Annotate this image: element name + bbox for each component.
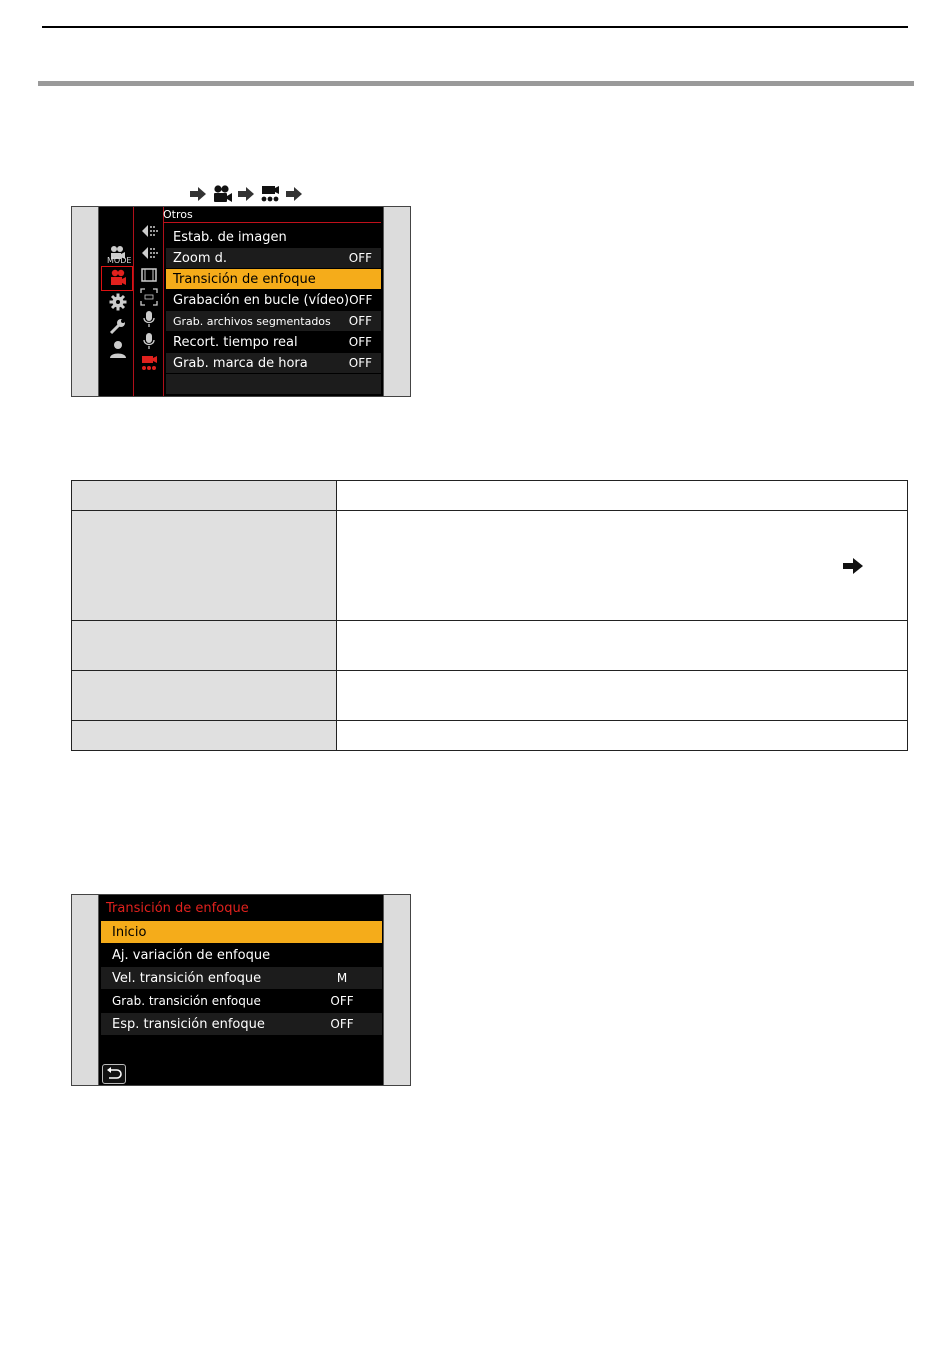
table-row: [72, 511, 908, 621]
return-icon: [106, 1067, 122, 1081]
mode-label: MODE: [107, 256, 132, 265]
submenu-item[interactable]: [101, 1013, 382, 1035]
gear-icon[interactable]: [109, 293, 127, 311]
table-desc-cell: [337, 481, 908, 511]
video-others-icon: [260, 185, 280, 203]
microphone-icon[interactable]: [140, 332, 158, 350]
focus-frame-icon[interactable]: [140, 288, 158, 306]
menu-item[interactable]: [166, 311, 381, 331]
submenu-item[interactable]: [101, 967, 382, 989]
table-key-cell: [72, 671, 337, 721]
submenu-item-label: Esp. transición enfoque: [112, 1016, 265, 1032]
arrow-right-icon: [238, 187, 254, 201]
table-desc-cell: [337, 621, 908, 671]
menu-item[interactable]: [166, 248, 381, 268]
table-key-cell: [72, 721, 337, 751]
video-camera-icon: [109, 269, 127, 287]
menu-item-value: OFF: [348, 356, 372, 370]
menu-item-value: OFF: [348, 251, 372, 265]
microphone-icon[interactable]: [140, 310, 158, 328]
menu-item-label: Recort. tiempo real: [173, 334, 298, 350]
menu-item[interactable]: [166, 227, 381, 247]
screen-right-bezel: [383, 895, 410, 1085]
image-stabilizer-icon[interactable]: [140, 244, 158, 262]
film-icon[interactable]: [140, 266, 158, 284]
submenu-item-label: Inicio: [112, 924, 147, 940]
submenu-item-selected[interactable]: [101, 921, 382, 943]
arrow-right-icon: [190, 187, 206, 201]
submenu-item-value: OFF: [330, 994, 354, 1008]
back-button[interactable]: [102, 1064, 126, 1084]
menu-path-breadcrumb: [190, 184, 302, 204]
submenu-item-value: OFF: [330, 1017, 354, 1031]
table-row: [72, 671, 908, 721]
person-icon[interactable]: [109, 340, 127, 358]
section-rule: [38, 81, 914, 86]
menu-item-label: Estab. de imagen: [173, 229, 287, 245]
video-camera-icon: [212, 185, 232, 203]
wrench-icon[interactable]: [109, 317, 127, 335]
table-row: [72, 481, 908, 511]
menu-item-empty: [166, 374, 381, 394]
submenu-title: Transición de enfoque: [106, 901, 249, 916]
submenu-item-label: Grab. transición enfoque: [112, 994, 261, 1008]
submenu-item[interactable]: [101, 944, 382, 966]
table-key-cell: [72, 511, 337, 621]
menu-item[interactable]: [166, 290, 381, 310]
table-row: [72, 621, 908, 671]
header-rule: [42, 26, 908, 28]
table-row: [72, 721, 908, 751]
menu-item-value: OFF: [349, 293, 373, 307]
table-key-cell: [72, 481, 337, 511]
menu-item-label: Grab. marca de hora: [173, 355, 308, 371]
submenu-item-label: Vel. transición enfoque: [112, 970, 262, 986]
menu-item-value: OFF: [348, 335, 372, 349]
title-underline: [163, 222, 381, 223]
menu-item[interactable]: [166, 353, 381, 373]
table-desc-cell: [337, 721, 908, 751]
submenu-item-label: Aj. variación de enfoque: [112, 947, 271, 963]
arrow-right-icon: [286, 187, 302, 201]
arrow-right-icon: [843, 558, 863, 574]
menu-item[interactable]: [166, 332, 381, 352]
image-stabilizer-icon[interactable]: [140, 222, 158, 240]
screen-left-bezel: [72, 207, 99, 396]
menu-item-label: Zoom d.: [173, 250, 227, 266]
table-desc-cell: [337, 671, 908, 721]
menu-divider: [133, 207, 134, 396]
screen-right-bezel: [383, 207, 410, 396]
screen-left-bezel: [72, 895, 99, 1085]
menu-divider: [163, 207, 164, 396]
camera-menu-screen-others: [71, 206, 411, 397]
menu-item-selected[interactable]: [166, 269, 381, 289]
table-key-cell: [72, 621, 337, 671]
video-others-icon[interactable]: [140, 355, 158, 373]
table-desc-cell: [337, 511, 908, 621]
submenu-item[interactable]: [101, 990, 382, 1012]
menu-item-value: OFF: [348, 314, 372, 328]
menu-item-label: Grab. archivos segmentados: [173, 314, 331, 328]
menu-title: Otros: [163, 208, 193, 221]
menu-item-label: Grabación en bucle (vídeo): [173, 292, 350, 308]
settings-table: [71, 480, 908, 751]
camera-submenu-screen-focus-transition: [71, 894, 411, 1086]
submenu-item-value: M: [336, 971, 348, 985]
menu-item-label: Transición de enfoque: [173, 271, 316, 287]
